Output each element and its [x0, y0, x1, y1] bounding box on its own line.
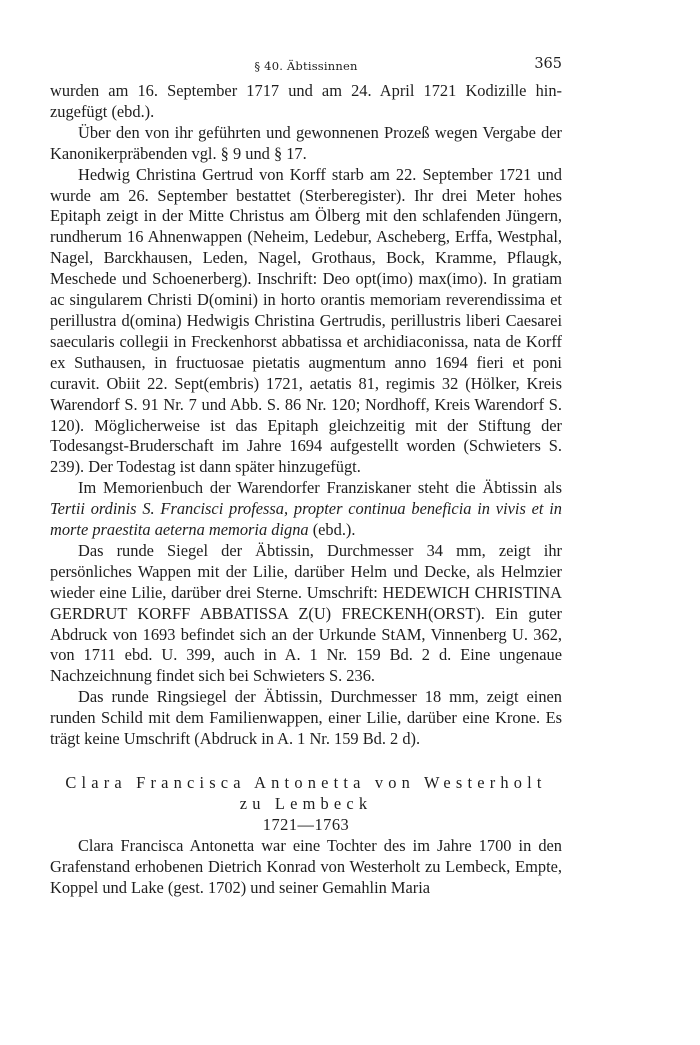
heading-dates: 1721—1763 [262, 814, 350, 834]
text-run: Über den von ihr geführten und gewonnenen Prozeß wegen Vergabe der Kanonikerpräbenden vgl. § 9 und § 17. [50, 122, 562, 163]
heading-name-line-1: Clara Francisca Antonetta von Westerholt [65, 773, 547, 792]
paragraph [50, 165, 562, 479]
paragraph [50, 81, 562, 123]
paragraph [50, 541, 562, 687]
page-number: 365 [534, 56, 562, 72]
text-run: (ebd.). [308, 520, 356, 540]
paragraph [50, 687, 562, 750]
text-run: Das runde Ringsiegel der Äbtissin, Durchmesser 18 mm, zeigt einen runden Schild mit dem Familienwappen, einer Lilie, darüber eine Krone. Es trägt keine Umschrift (Abdruck in A. 1 Nr. 159 Bd. 2 d). [50, 687, 562, 749]
text-run: Hedwig Christina Gertrud von Korff starb am 22. September 1721 und wurde am 26. September bestattet (Sterberegister). Ihr drei Meter hohes Epitaph zeigt in der Mitte Christus am Ölberg mit den schlafenden Jüngern, rundherum 16 Ahnenwappen (Neheim, Ledebur, Ascheberg, Erffa, Westphal, Nagel, Barckhausen, Leden, Nagel, Grothaus, Bock, Kramme, Pflaugk, Meschede und Schoenerberg). Inschrift: Deo opt(imo) max(imo). In gratiam ac singularem Christi D(omini) in horto orantis memoriam reverendissima et perillustra d(omina) Hedwigis Christina Gertrudis, perillustris liberi Caesarei saecularis collegii in Freckenhorst abbatissa et archidiaconissa, nata de Korff ex Suthausen, in fructuosae pietatis augmentum anno 1694 fieri et poni curavit. Obiit 22. Sept(embris) 1721, aetatis 81, regimis 32 (Hölker, Kreis Warendorf S. 91 Nr. 7 und Abb. S. 86 Nr. 120; Nordhoff, Kreis Warendorf S. 120). Möglicherweise ist das Epitaph gleichzeitig mit der Stiftung der Todesangst-Bruderschaft im Jahre 1694 aufgestellt worden (Schwieters S. 239). Der Todestag ist dann später hinzugefügt. [50, 164, 562, 477]
section-title: § 40. Äbtissinnen [254, 59, 358, 73]
heading-name-line-2: zu Lembeck [239, 793, 373, 813]
italic-quotation: Tertii ordinis S. Francisci professa, propter continua beneficia in vivis et in morte praestita aeterna memoria digna [50, 499, 562, 540]
text-run: wurden am 16. September 1717 und am 24. April 1721 Kodizille hin-zugefügt (ebd.). [50, 81, 562, 121]
text-run: Das runde Siegel der Äbtissin, Durchmesser 34 mm, zeigt ihr persönliches Wappen mit der Lilie, darüber Helm und Decke, als Helmzier wieder eine Lilie, darüber drei Sterne. Umschrift: HEDEWICH CHRISTINA GERDRUT KORFF ABBATISSA Z(U) FRECKENH(ORST). Ein guter Abdruck von 1693 befindet sich an der Urkunde StAM, Vinnenberg U. 362, von 1711 ebd. U. 399, auch in A. 1 Nr. 159 Bd. 2 d. Eine ungenaue Nachzeichnung findet sich bei Schwieters S. 236. [50, 540, 562, 686]
body-text [50, 81, 562, 898]
section-heading [50, 773, 562, 836]
paragraphs [50, 81, 562, 750]
paragraph [50, 123, 562, 165]
closing-paragraph: Clara Francisca Antonetta war eine Tochter des im Jahre 1700 in den Grafenstand erhobenen Dietrich Konrad von Westerholt zu Lembeck, Empte, Koppel und Lake (gest. 1702) und seiner Gemahlin Maria [50, 835, 562, 897]
text-run: Im Memorienbuch der Warendorfer Franziskaner steht die Äbtissin als [78, 478, 562, 498]
book-page [50, 56, 562, 898]
paragraph [50, 478, 562, 541]
running-header [50, 56, 562, 78]
